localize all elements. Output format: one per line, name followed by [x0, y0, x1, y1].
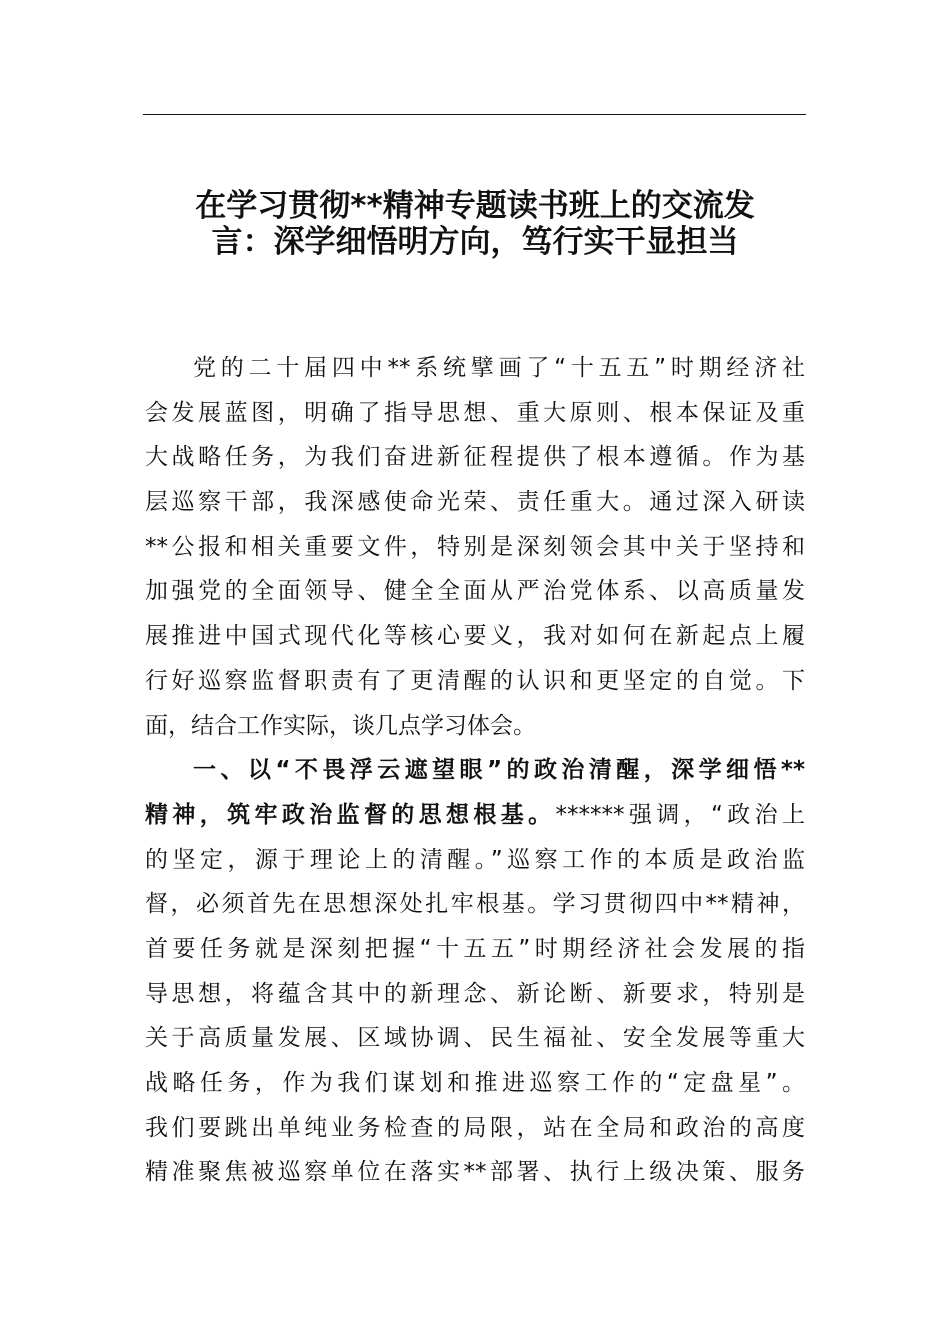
text-line	[145, 704, 805, 749]
text-line	[145, 525, 805, 570]
paragraph-text: 层巡察干部，我深感使命光荣、责任重大。通过深入研读	[145, 489, 805, 516]
paragraph-text: 党的二十届四中**系统擘画了“十五五”时期经济社	[193, 355, 805, 381]
paragraph-text: 战略任务，作为我们谋划和推进巡察工作的“定盘星”。	[145, 1070, 805, 1096]
text-line	[145, 659, 805, 704]
text-line	[145, 1106, 805, 1151]
text-line	[145, 346, 805, 391]
section-heading-text: 一、以“不畏浮云遮望眼”的政治清醒，深学细悟**	[193, 757, 805, 784]
paragraph-text: 会发展蓝图，明确了指导思想、重大原则、根本保证及重	[145, 399, 805, 426]
text-line	[145, 927, 805, 972]
text-line	[145, 748, 805, 793]
text-line	[145, 793, 805, 838]
paragraph-text: 导思想，将蕴含其中的新理念、新论断、新要求，特别是	[145, 980, 805, 1007]
text-line	[145, 882, 805, 927]
paragraph-text: 督，必须首先在思想深处扎牢根基。学习贯彻四中**精神，	[145, 891, 805, 918]
paragraph-text: 大战略任务，为我们奋进新征程提供了根本遵循。作为基	[145, 444, 805, 471]
document-title	[145, 188, 805, 260]
text-line	[145, 435, 805, 480]
document-body	[145, 346, 805, 1195]
paragraph-text: 的坚定，源于理论上的清醒。”巡察工作的本质是政治监	[145, 846, 805, 873]
text-line	[145, 480, 805, 525]
paragraph-text: **公报和相关重要文件，特别是深刻领会其中关于坚持和	[145, 533, 805, 560]
paragraph-text: 加强党的全面领导、健全全面从严治党体系、以高质量发	[145, 578, 805, 605]
text-line	[145, 614, 805, 659]
paragraph-text: ******强调，“政治上	[555, 801, 806, 828]
section-heading-text: 精神，筑牢政治监督的思想根基。	[145, 801, 556, 828]
paragraph-text: 展推进中国式现代化等核心要义，我对如何在新起点上履	[145, 623, 805, 650]
text-line	[145, 1061, 805, 1106]
title-line-2: 言：深学细悟明方向，笃行实干显担当	[211, 224, 739, 260]
paragraph-text: 我们要跳出单纯业务检查的局限，站在全局和政治的高度	[145, 1114, 805, 1141]
text-line	[145, 972, 805, 1017]
text-line	[145, 838, 805, 883]
paragraph-text: 首要任务就是深刻把握“十五五”时期经济社会发展的指	[145, 935, 805, 962]
text-line	[145, 1016, 805, 1061]
text-line	[145, 569, 805, 614]
paragraph-text: 精准聚焦被巡察单位在落实**部署、执行上级决策、服务	[145, 1159, 805, 1186]
text-line	[145, 391, 805, 436]
text-line	[145, 1150, 805, 1195]
paragraph-text: 面，结合工作实际，谈几点学习体会。	[145, 712, 536, 739]
title-line-1: 在学习贯彻**精神专题读书班上的交流发	[195, 188, 755, 224]
paragraph-text: 行好巡察监督职责有了更清醒的认识和更坚定的自觉。下	[145, 667, 805, 694]
header-rule	[143, 114, 806, 115]
paragraph-text: 关于高质量发展、区域协调、民生福祉、安全发展等重大	[145, 1025, 805, 1052]
